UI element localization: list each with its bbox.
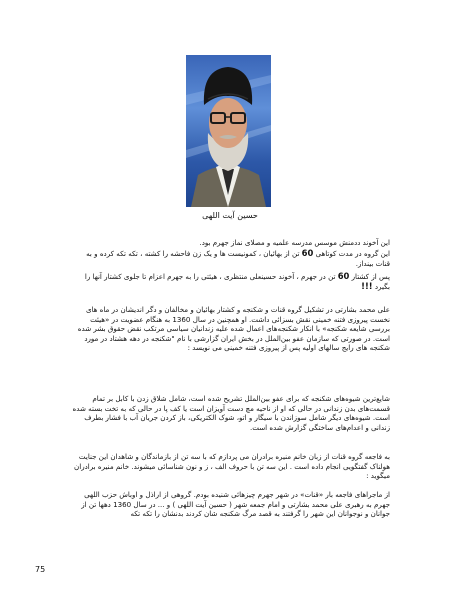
body-paragraph: از ماجراهای فاجعه بار «قنات» در شهر جهرم چیزهائی شنیده بودم. گروهی از اراذل و اوباش حزب اللهی جهرم به رهبری علی محمد بشارتی و امام جمعه شهر ( حسین آیت اللهی ) و ... در سال 1360 دهها تن از جوانان و نوجوانان این شهر را گرفتند به قصد مرگ شکنجه شان کردند بدنشان را تکه تکه [81,490,390,519]
intro-line [72,272,390,291]
body-paragraph: شایع‌ترین شیوه‌های شکنجه که برای عفو بین‌الملل تشریح شده است، شامل شلاق زدن با کابل بر تمام قسمت‌های بدن زندانی در حالی که او از ناحیه مچ دست آویزان است یا کف پا در حالی که به تخت بسته شده است. شیوه‌های دیگر شامل سوزاندن با سیگار و اتو، شوک الکتریکی، باز کردن جریان آب با فشار بطرف زندانی و اعدام‌های ساختگی گزارش شده است. [72,394,390,432]
intro-text: این گروه در مدت کوتاهی [313,249,390,258]
intro-text: تن در جهرم ، آخوند حسینعلی منتظری ، هیئتی را به جهرم اعزام تا جلوی کشتار آنها را بگیرد [84,272,390,291]
count-number: 60 [301,248,314,258]
intro-line [72,249,390,268]
exclamation: !!! [361,280,373,291]
body-paragraph: به فاجعه گروه قنات از زبان خانم منیره برادران می پردازم که با سه تن از بازماندگان و شاهدان این جنایت هولناک گفتگویی انجام داده است . این سه تن با حروف الف ، ز و نون شناسائی میشوند. خانم منیره برادران میگوید : [74,452,390,481]
intro-text: پس از کشتار [349,272,390,281]
intro-text: تن از بهائیان ، کمونیست ها و یک زن فاحشه را کشته ، تکه تکه کرده و به قنات بینداز. [86,249,390,268]
body-paragraph: علی محمد بشارتی در تشکیل گروه قنات و شکنجه و کشتار بهائیان و مخالفان و دگر اندیشان در ماه های نخست پیروزی فتنه خمینی نقش بسزائی داشت. او همچنین در سال 1360 به هنگام عضویت در «هیئت بررسی شایعه شکنجه» با انکار شکنجه‌های اعمال شده علیه زندانیان سیاسی مرتکب نقض حقوق بشر شده است. در صورتی که سازمان عفو بین‌الملل در بخش ایران گزارشی با نام "شکنجه در دهه هشتاد در مورد شکنجه های رایج سالهای اولیه پس از پیروزی فتنه خمینی می نویسد : [77,305,390,353]
portrait-illustration [186,55,271,207]
intro-line: این آخوند دد‌منش موسس مدرسه علمیه و مصلای نماز جهرم بود. [199,238,390,247]
portrait-photo [186,55,271,207]
count-number: 60 [337,271,350,281]
photo-caption: حسین آیت اللهی [202,211,258,220]
page-number: 75 [35,565,46,574]
